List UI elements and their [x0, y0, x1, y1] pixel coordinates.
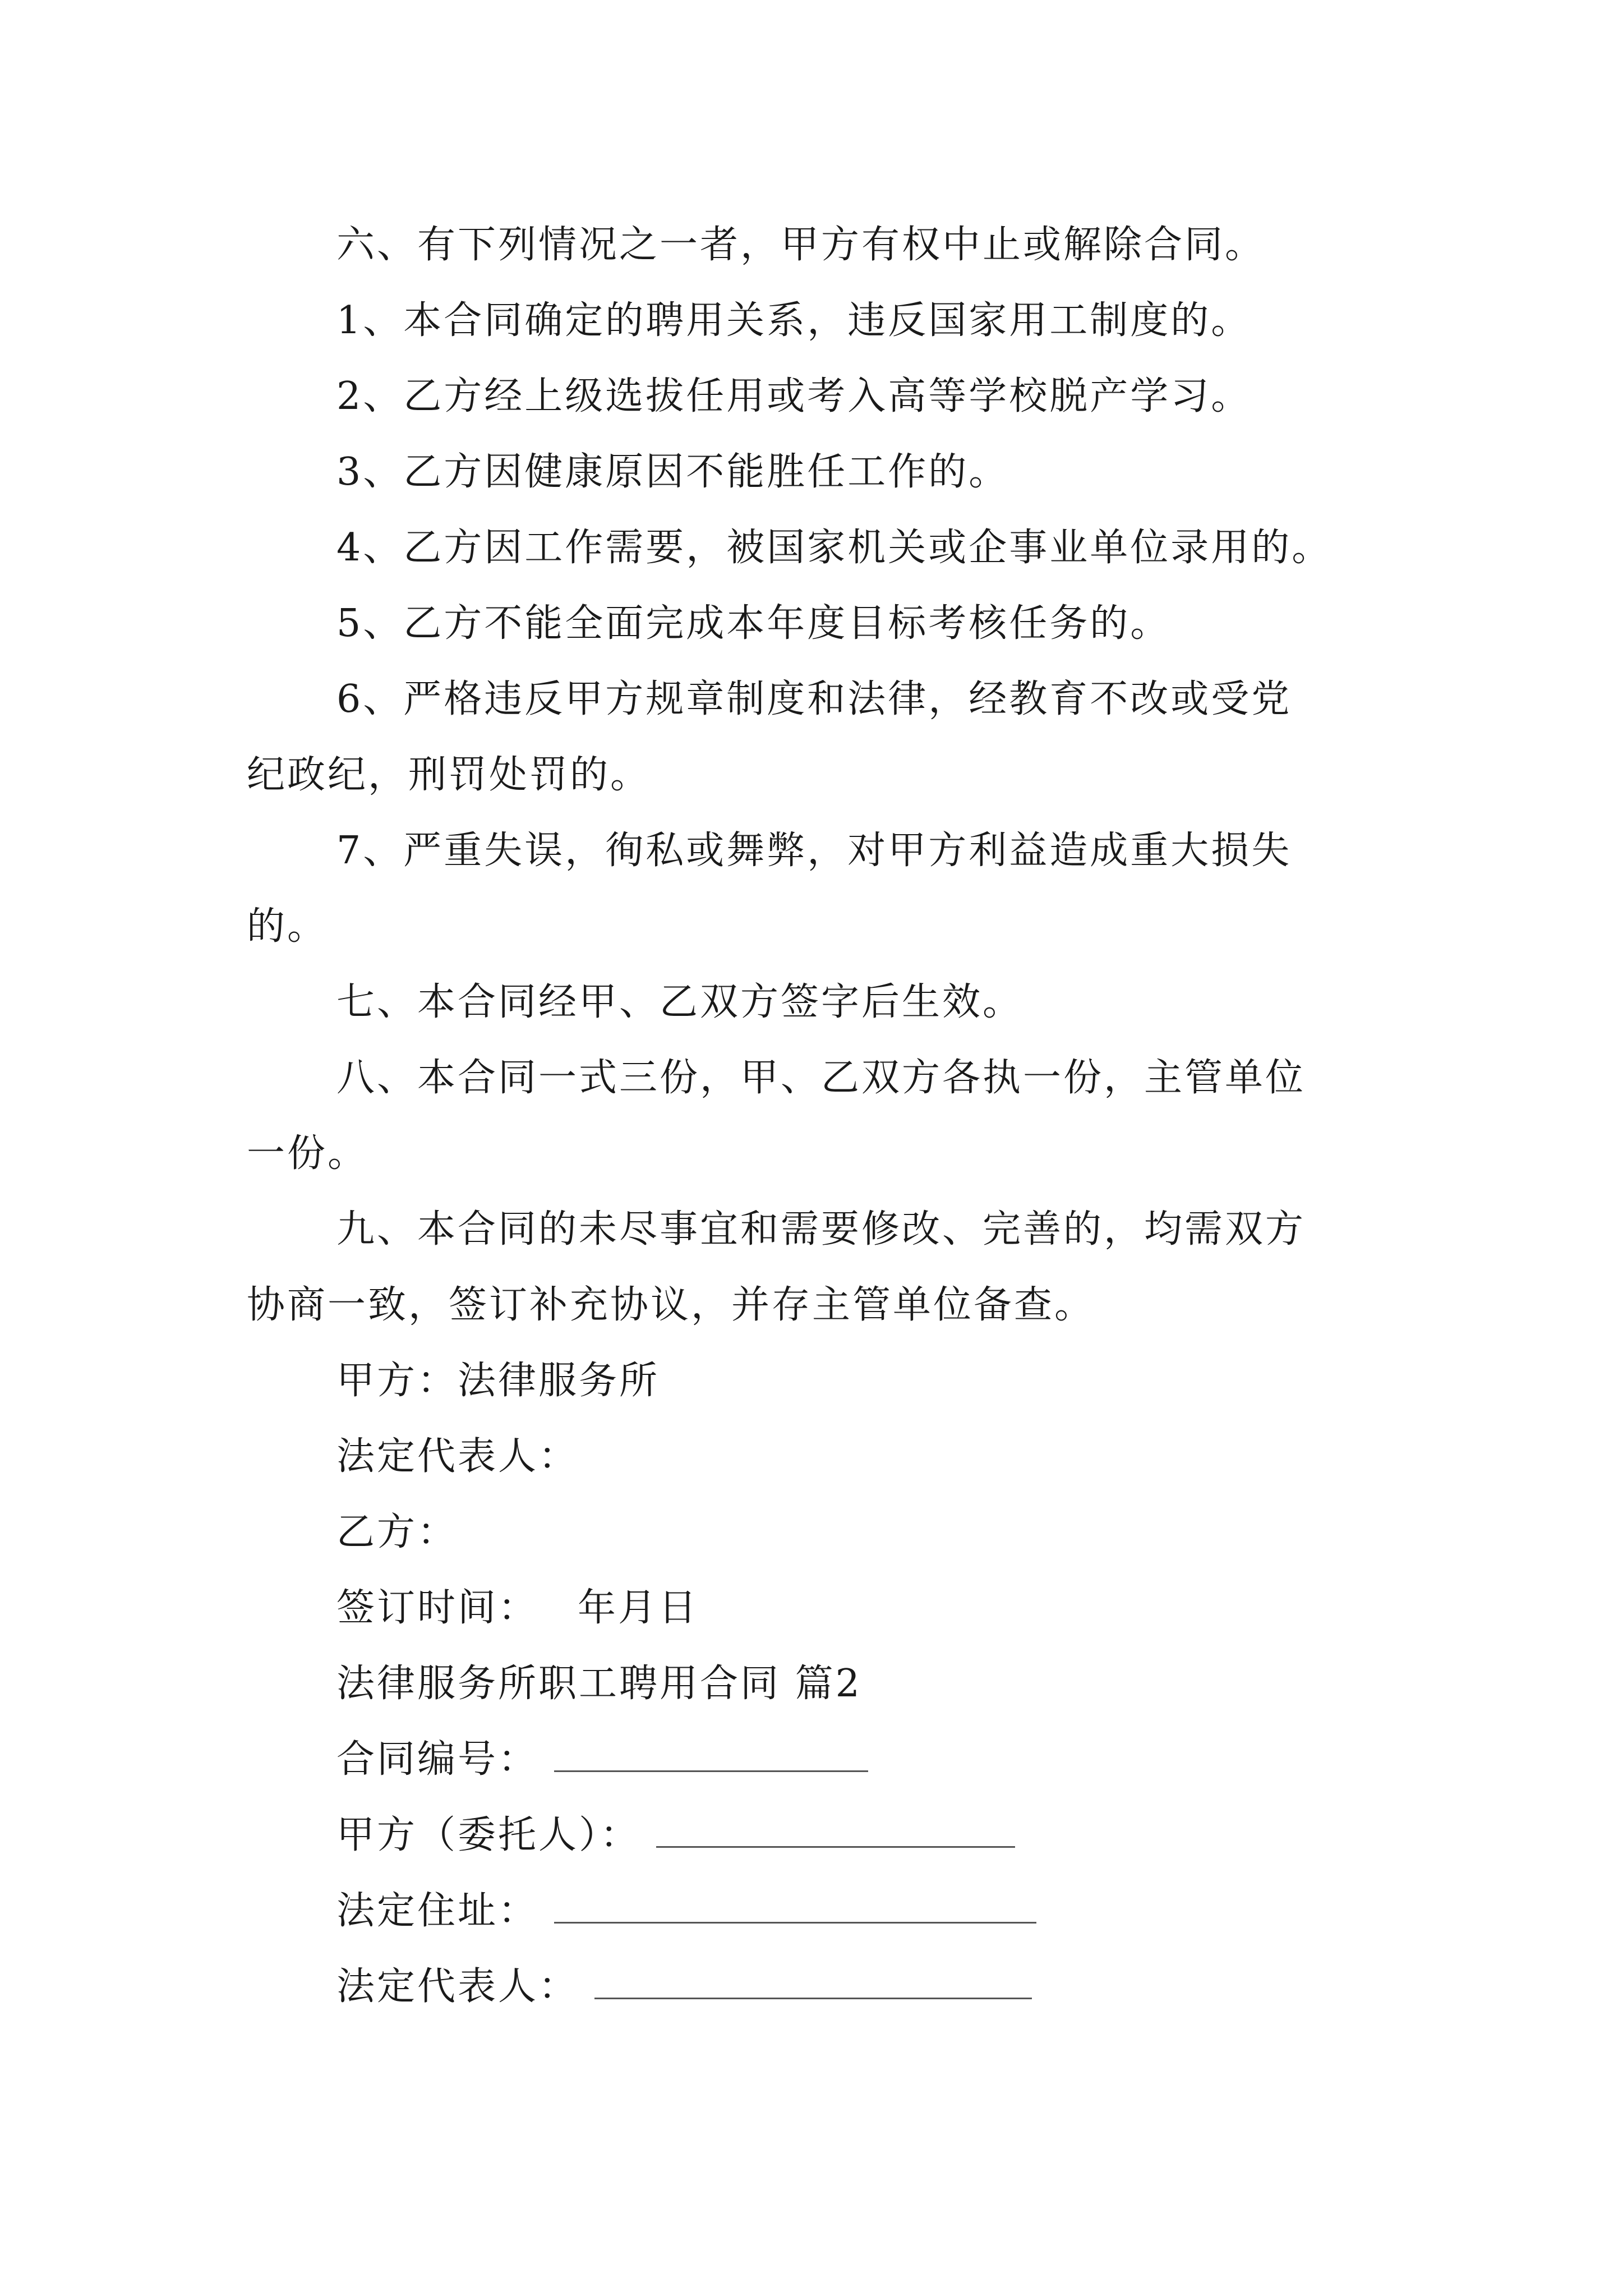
party-a-client-row	[336, 1810, 1385, 1861]
party-a-client-blank	[656, 1811, 1015, 1848]
clause-eight-line-2: 一份。	[247, 1131, 368, 1176]
clause-item-4: 4、乙方因工作需要，被国家机关或企事业单位录用的。	[336, 526, 1332, 570]
clause-item-7-line-1: 7、严重失误，徇私或舞弊，对甲方利益造成重大损失	[336, 829, 1292, 873]
clause-seven: 七、本合同经甲、乙双方签字后生效。	[336, 980, 1023, 1024]
legal-address-row	[336, 1886, 1385, 1936]
signing-date-value: 年月日	[578, 1586, 699, 1630]
clause-nine-line-1: 九、本合同的未尽事宜和需要修改、完善的，均需双方	[336, 1207, 1306, 1251]
clause-item-6-line-2: 纪政纪，刑罚处罚的。	[247, 753, 651, 797]
legal-address-label: 法定住址：	[336, 1889, 539, 1933]
party-b-signature: 乙方：	[336, 1510, 458, 1554]
legal-representative-row	[336, 1962, 1385, 2012]
party-a-client-label: 甲方（委托人）：	[336, 1813, 641, 1857]
legal-representative-label: 法定代表人：	[336, 1964, 579, 2009]
legal-address-blank	[554, 1887, 1036, 1924]
clause-nine-line-2: 协商一致，签订补充协议，并存主管单位备查。	[247, 1283, 1095, 1327]
clause-eight-line-1: 八、本合同一式三份，甲、乙双方各执一份，主管单位	[336, 1056, 1306, 1100]
clause-item-5: 5、乙方不能全面完成本年度目标考核任务的。	[336, 601, 1171, 646]
legal-representative-blank	[594, 1963, 1032, 1999]
legal-representative-signature: 法定代表人：	[336, 1434, 579, 1479]
clause-item-7-line-2: 的。	[247, 904, 328, 949]
party-a-signature: 甲方：法律服务所	[336, 1359, 660, 1403]
contract-number-label: 合同编号：	[336, 1737, 539, 1782]
clause-item-1: 1、本合同确定的聘用关系，违反国家用工制度的。	[336, 298, 1252, 343]
clause-item-2: 2、乙方经上级选拔任用或考入高等学校脱产学习。	[336, 374, 1252, 418]
clause-item-6-line-1: 6、严格违反甲方规章制度和法律，经教育不改或受党	[336, 677, 1292, 721]
signing-date-label: 签订时间：	[336, 1586, 539, 1630]
clause-item-3: 3、乙方因健康原因不能胜任工作的。	[336, 450, 1009, 494]
clause-six: 六、有下列情况之一者，甲方有权中止或解除合同。	[336, 223, 1266, 267]
contract-number-row	[336, 1734, 1385, 1785]
signing-date-row	[336, 1583, 1385, 1634]
contract-2-heading: 法律服务所职工聘用合同 篇2	[336, 1662, 862, 1706]
contract-number-blank	[554, 1736, 868, 1772]
